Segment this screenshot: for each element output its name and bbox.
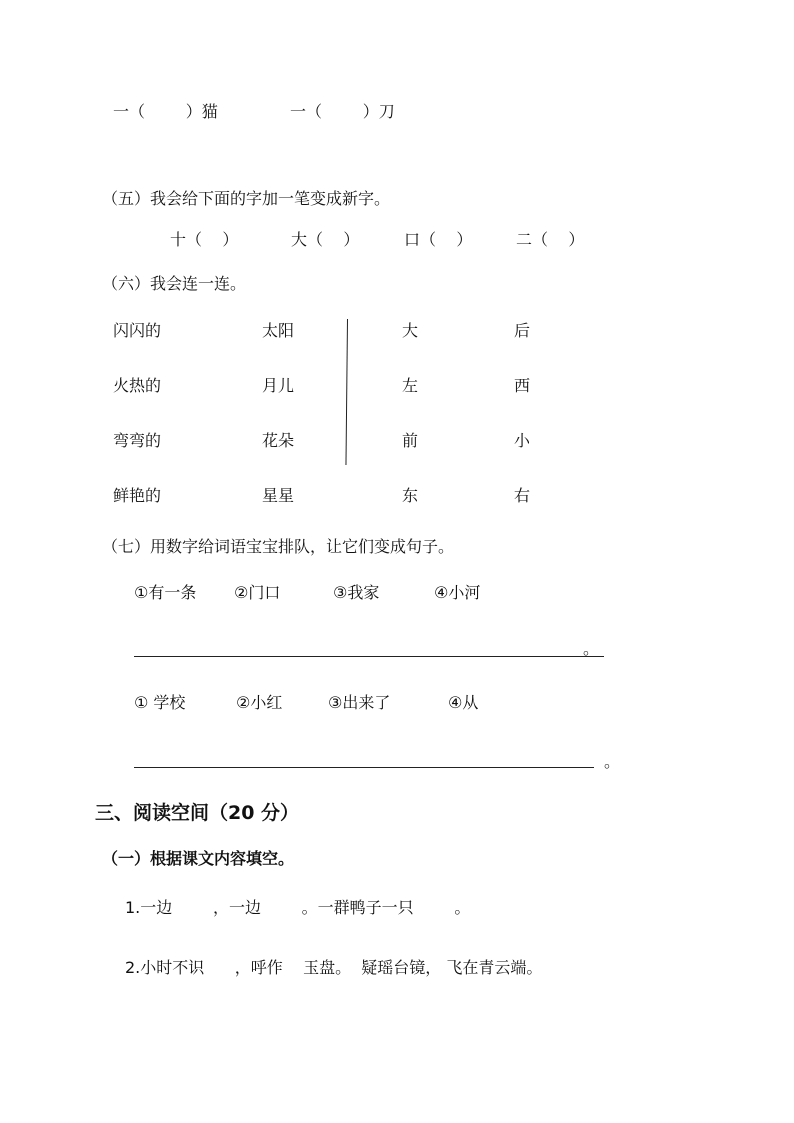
section-7-title: （七）用数字给词语宝宝排队，让它们变成句子。 [102,537,455,556]
answer-line[interactable] [134,656,604,657]
add-stroke-item: 口（ ） [404,230,473,249]
subsection-1-title: （一）根据课文内容填空。 [102,849,295,868]
word-card: ④小河 [434,583,481,602]
add-stroke-item: 二（ ） [516,230,585,249]
match-word: 弯弯的 [113,431,162,450]
match-word: 前 [402,431,419,450]
match-word: 火热的 [113,376,162,395]
match-word: 闪闪的 [113,321,162,340]
word-card: ① 学校 [134,693,186,712]
match-word: 东 [402,486,419,505]
word-card: ②门口 [234,583,281,602]
match-word: 月儿 [262,376,295,395]
match-word: 西 [514,376,531,395]
section-5-title: （五）我会给下面的字加一笔变成新字。 [102,189,391,208]
match-word: 左 [402,376,419,395]
fill-measure-word-knife: 一（ ）刀 [290,102,395,121]
answer-period: 。 [604,752,621,771]
match-word: 后 [514,321,531,340]
match-word: 星星 [262,486,295,505]
match-word: 鲜艳的 [113,486,162,505]
part-3-heading: 三、阅读空间（20 分） [95,802,300,824]
add-stroke-item: 十（ ） [170,230,239,249]
section-6-title: （六）我会连一连。 [102,274,247,293]
word-card: ③出来了 [328,693,391,712]
match-word: 花朵 [262,431,295,450]
answer-line[interactable] [134,767,594,768]
word-card: ②小红 [236,693,283,712]
word-card: ③我家 [333,583,380,602]
match-word: 大 [402,321,419,340]
add-stroke-item: 大（ ） [291,230,360,249]
word-card: ④从 [448,693,479,712]
match-word: 太阳 [262,321,295,340]
fill-in-line-2: 2.小时不识 ，呼作 玉盘。 疑瑶台镜， 飞在青云端。 [125,958,543,977]
word-card: ①有一条 [134,583,197,602]
fill-measure-word-cat: 一（ ）猫 [113,102,218,121]
match-word: 小 [514,431,531,450]
divider-line [345,319,348,465]
match-word: 右 [514,486,531,505]
answer-period: 。 [583,639,600,658]
fill-in-line-1: 1.一边 ，一边 。一群鸭子一只 。 [125,898,471,917]
